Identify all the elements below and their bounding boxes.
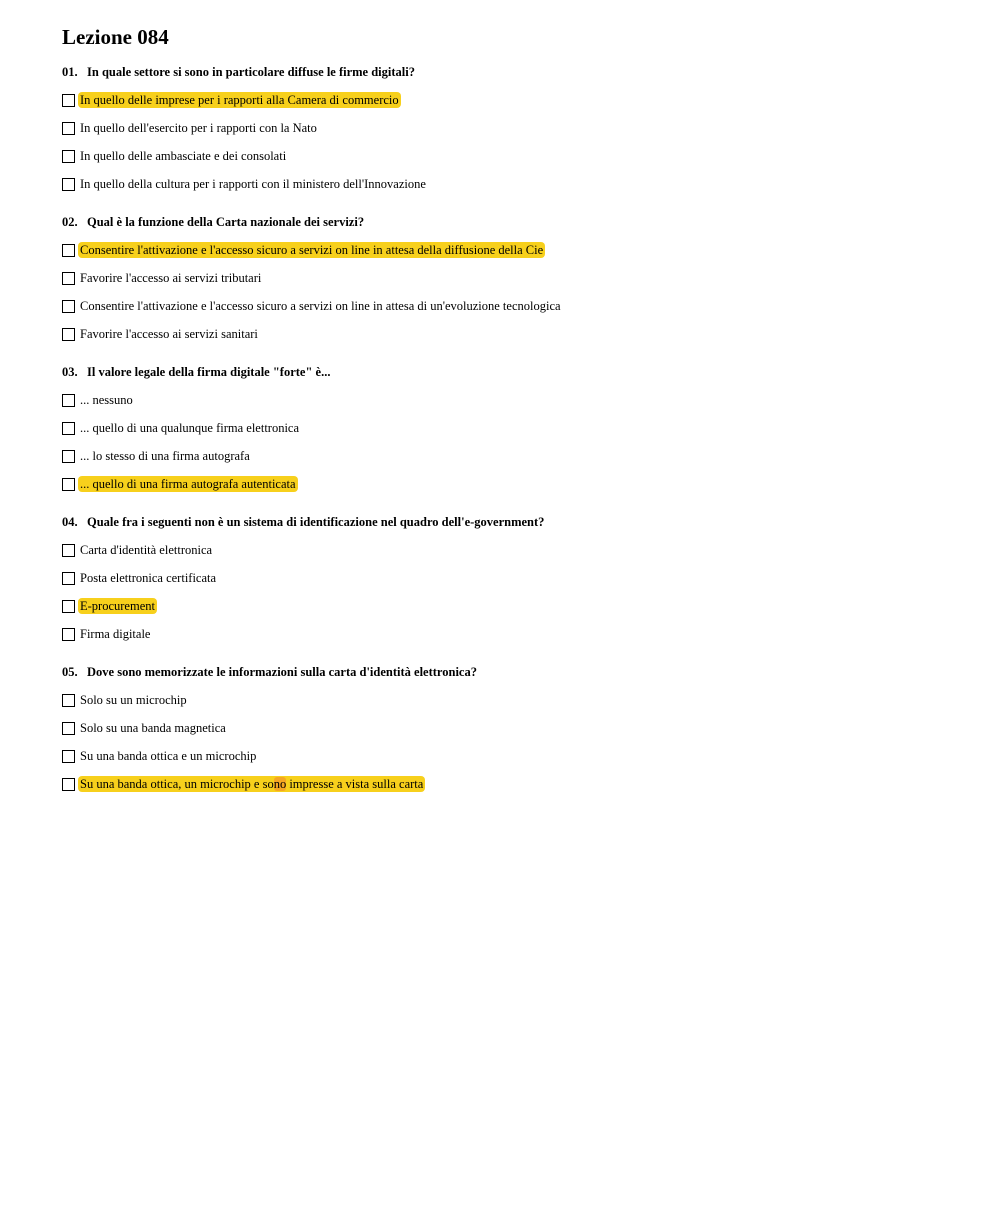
question-block <box>62 512 962 648</box>
question-number: 04. <box>62 515 78 529</box>
answer-label-highlighted: Consentire l'attivazione e l'accesso sicuro a servizi on line in attesa della diffusione della Cie <box>80 243 544 257</box>
page-title: Lezione 084 <box>62 25 169 49</box>
quiz-page <box>62 22 962 798</box>
answer-checkbox[interactable] <box>62 178 75 191</box>
answer-option[interactable] <box>62 142 962 170</box>
answer-checkbox[interactable] <box>62 244 75 257</box>
question-text: In quale settore si sono in particolare diffuse le firme digitali? <box>87 65 415 79</box>
answer-option[interactable] <box>62 320 962 348</box>
question-list <box>62 62 962 798</box>
answer-option[interactable] <box>62 170 962 198</box>
answer-label: Solo su un microchip <box>80 693 187 707</box>
answer-checkbox[interactable] <box>62 300 75 313</box>
answer-label-highlighted: Su una banda ottica, un microchip e sono impresse a vista sulla carta <box>80 777 424 791</box>
answer-checkbox[interactable] <box>62 150 75 163</box>
answer-checkbox[interactable] <box>62 722 75 735</box>
answer-option[interactable] <box>62 86 962 114</box>
answer-label: Solo su una banda magnetica <box>80 721 226 735</box>
answer-option[interactable] <box>62 742 962 770</box>
answer-checkbox[interactable] <box>62 778 75 791</box>
answer-label: Su una banda ottica e un microchip <box>80 749 257 763</box>
question-number: 05. <box>62 665 78 679</box>
answer-label: In quello delle ambasciate e dei consolati <box>80 149 287 163</box>
answer-option[interactable] <box>62 470 962 498</box>
answer-checkbox[interactable] <box>62 572 75 585</box>
answer-option[interactable] <box>62 386 962 414</box>
answer-label: ... quello di una qualunque firma elettronica <box>80 421 300 435</box>
answer-option[interactable] <box>62 442 962 470</box>
answer-option[interactable] <box>62 592 962 620</box>
answer-option[interactable] <box>62 236 962 264</box>
answer-label: Consentire l'attivazione e l'accesso sicuro a servizi on line in attesa di un'evoluzione tecnologica <box>80 299 561 313</box>
answer-option[interactable] <box>62 114 962 142</box>
answer-option[interactable] <box>62 714 962 742</box>
answer-checkbox[interactable] <box>62 422 75 435</box>
answer-option[interactable] <box>62 620 962 648</box>
answer-checkbox[interactable] <box>62 600 75 613</box>
answer-checkbox[interactable] <box>62 272 75 285</box>
answer-label: Favorire l'accesso ai servizi sanitari <box>80 327 258 341</box>
answer-option[interactable] <box>62 564 962 592</box>
question-block <box>62 662 962 798</box>
question-block <box>62 212 962 348</box>
answer-checkbox[interactable] <box>62 628 75 641</box>
answer-label: Firma digitale <box>80 627 151 641</box>
answer-checkbox[interactable] <box>62 394 75 407</box>
question-heading <box>62 512 962 532</box>
question-number: 03. <box>62 365 78 379</box>
answer-label: Carta d'identità elettronica <box>80 543 213 557</box>
question-text: Qual è la funzione della Carta nazionale dei servizi? <box>87 215 365 229</box>
answer-checkbox[interactable] <box>62 328 75 341</box>
question-block <box>62 362 962 498</box>
answer-checkbox[interactable] <box>62 750 75 763</box>
question-heading <box>62 362 962 382</box>
answer-option[interactable] <box>62 770 962 798</box>
answer-checkbox[interactable] <box>62 94 75 107</box>
question-number: 01. <box>62 65 78 79</box>
question-heading <box>62 212 962 232</box>
answer-label: ... nessuno <box>80 393 133 407</box>
answer-checkbox[interactable] <box>62 544 75 557</box>
question-heading <box>62 62 962 82</box>
question-text: Quale fra i seguenti non è un sistema di identificazione nel quadro dell'e-government? <box>87 515 545 529</box>
answer-option[interactable] <box>62 264 962 292</box>
question-number: 02. <box>62 215 78 229</box>
answer-option[interactable] <box>62 414 962 442</box>
highlight-accent-mark: no <box>273 777 287 791</box>
question-block <box>62 62 962 198</box>
answer-label-highlighted: In quello delle imprese per i rapporti alla Camera di commercio <box>80 93 399 107</box>
answer-checkbox[interactable] <box>62 450 75 463</box>
answer-label: ... lo stesso di una firma autografa <box>80 449 250 463</box>
answer-checkbox[interactable] <box>62 694 75 707</box>
question-text: Il valore legale della firma digitale "forte" è... <box>87 365 331 379</box>
answer-option[interactable] <box>62 292 962 320</box>
answer-label: In quello della cultura per i rapporti con il ministero dell'Innovazione <box>80 177 426 191</box>
answer-label-highlighted: ... quello di una firma autografa autenticata <box>80 477 296 491</box>
answer-option[interactable] <box>62 686 962 714</box>
answer-checkbox[interactable] <box>62 122 75 135</box>
question-heading <box>62 662 962 682</box>
answer-label: Favorire l'accesso ai servizi tributari <box>80 271 262 285</box>
answer-label: In quello dell'esercito per i rapporti con la Nato <box>80 121 317 135</box>
answer-checkbox[interactable] <box>62 478 75 491</box>
answer-label: Posta elettronica certificata <box>80 571 217 585</box>
answer-option[interactable] <box>62 536 962 564</box>
question-text: Dove sono memorizzate le informazioni sulla carta d'identità elettronica? <box>87 665 477 679</box>
answer-label-highlighted: E-procurement <box>80 599 155 613</box>
